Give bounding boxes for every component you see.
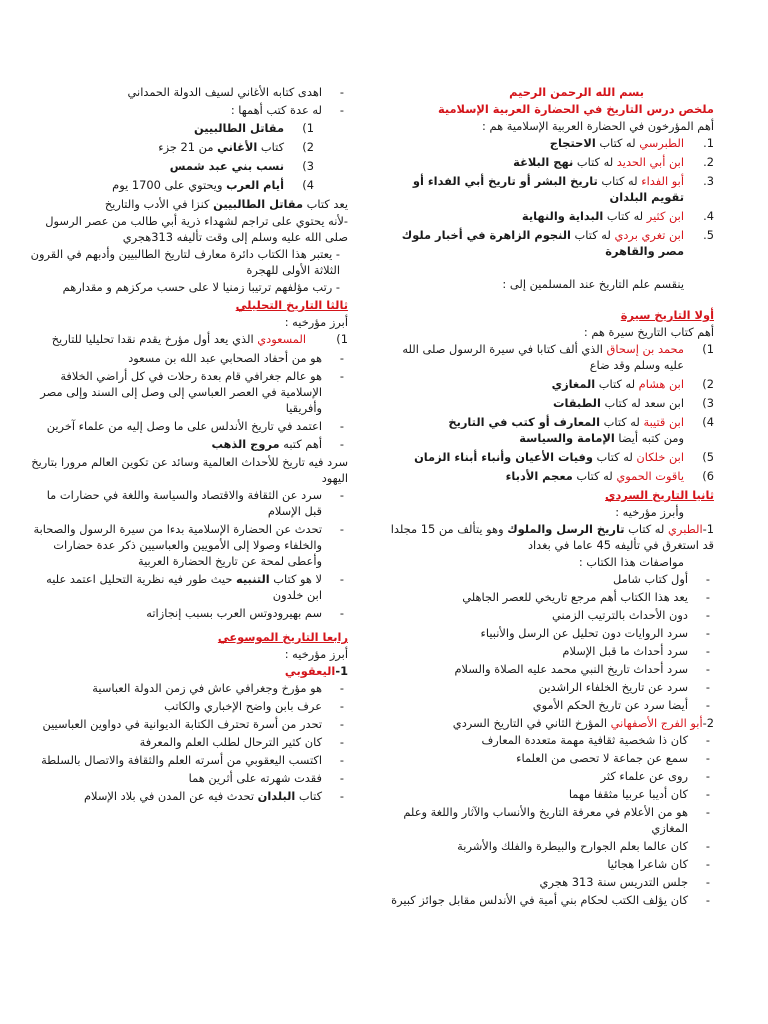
masudi-list <box>28 350 348 452</box>
list-item: 3. أبو الفداء له كتاب تاريخ البشر أو تاريخ أبي الفداء أو تقويم البلدان <box>412 174 714 204</box>
list-item: - سمع عن جماعة لا تحصى من العلماء <box>384 750 714 766</box>
list-item: - هو عالم جغرافي قام بعدة رحلات في كل أراضي الخلافة الإسلامية في العصر العباسي إلى وصل إلى السند وإلى مصر وأفريقيا <box>28 368 348 416</box>
intro-list <box>28 84 348 118</box>
list-item: - هو مؤرخ وجغرافي عاش في زمن الدولة العباسية <box>28 680 348 696</box>
masudi-list-2 <box>28 487 348 621</box>
list-item: - سرد عن الثقافة والاقتصاد والسياسة واللغة في حضارات ما قبل الإسلام <box>28 487 348 519</box>
books-list <box>28 120 348 193</box>
list-item: - أيضا سرد عن تاريخ الحكم الأموي <box>384 697 714 713</box>
sira-list <box>384 341 714 484</box>
list-item: - تحدر من أسرة تحترف الكتابة الديوانية في دواوين العباسيين <box>28 716 348 732</box>
document-title: ملخص درس التاريخ في الحضارة العربية الإسلامية <box>437 102 714 116</box>
list-item: - كتاب البلدان تحدث فيه عن المدن في بلاد الإسلام <box>28 788 348 804</box>
left-column <box>28 84 348 806</box>
list-item: 3) ابن سعد له كتاب الطبقات <box>553 396 714 410</box>
section-title-narrative: ثانيا التاريخ السردي <box>605 488 714 502</box>
list-item: - أول كتاب شامل <box>384 571 714 587</box>
list-item: 6) ياقوت الحموي له كتاب معجم الأدباء <box>505 469 714 483</box>
list-item: 4. ابن كثير له كتاب البداية والنهاية <box>521 209 714 223</box>
list-item: - لا هو كتاب التنبيه حيث طور فيه نظرية التحليل اعتمد عليه ابن خلدون <box>28 571 348 603</box>
isfahani-paragraph: 2-أبو الفرج الأصفهاني المؤرخ الثاني في التاريخ السردي <box>452 716 714 730</box>
right-column <box>384 84 714 910</box>
list-item: 5) ابن خلكان له كتاب وفيات الأعيان وأنباء أبناء الزمان <box>414 450 714 464</box>
list-item: - سرد أحداث ما قبل الإسلام <box>384 643 714 659</box>
list-item: 2) كتاب الأغاني من 21 جزء <box>158 140 314 154</box>
list-item: - يعد هذا الكتاب أهم مرجع تاريخي للعصر الجاهلي <box>384 589 714 605</box>
list-item: 3) نسب بني عبد شمس <box>169 159 314 173</box>
masudi-paragraph: 1) المسعودي الذي يعد أول مؤرخ يقدم نقدا تحليليا للتاريخ <box>51 332 348 346</box>
section-intro: أبرز مؤرخيه : <box>284 647 348 661</box>
list-item: 1) محمد بن إسحاق الذي ألف كتابا في سيرة الرسول صلى الله عليه وسلم وقد ضاع <box>402 342 714 372</box>
list-item: - سرد أحداث تاريخ النبي محمد عليه الصلاة والسلام <box>384 661 714 677</box>
list-item: - تحدث عن الحضارة الإسلامية بدءا من سيرة الرسول والصحابة والخلفاء وصولا إلى الأمويين والعباسيين ذكر عدة حضارات وأعطى لمحة عن تاريخ الحضارة العربية <box>28 521 348 569</box>
list-item: 1. الطبرسي له كتاب الاحتجاج <box>549 136 714 150</box>
list-item: - فقدت شهرته على أثرين هما <box>28 770 348 786</box>
list-item: 2. ابن أبي الحديد له كتاب نهج البلاغة <box>513 155 714 169</box>
historians-list <box>384 135 714 259</box>
list-item: 4) أيام العرب ويحتوي على 1700 يوم <box>112 178 314 192</box>
list-item: - اعتمد في تاريخ الأندلس على ما وصل إليه من علماء آخرين <box>28 418 348 434</box>
features-list <box>384 571 714 713</box>
list-item: - عرف بابن واضح الإخباري والكاتب <box>28 698 348 714</box>
list-item: - سرد الروايات دون تحليل عن الرسل والأنبياء <box>384 625 714 641</box>
list-item: - كان كثير الترحال لطلب العلم والمعرفة <box>28 734 348 750</box>
list-item: 4) ابن قتيبة له كتاب المعارف أو كتب في التاريخ ومن كتبه أيضا الإمامة والسياسة <box>448 415 714 445</box>
muruj-description: سرد فيه تاريخ للأحداث العالمية وسائد عن تكوين العالم مرورا بتاريخ اليهود <box>31 455 348 485</box>
list-item: - كان أديبا عربيا مثقفا مهما <box>384 786 714 802</box>
list-item: 2) ابن هشام له كتاب المغازي <box>551 377 714 391</box>
list-item: - كان شاعرا هجائيا <box>384 856 714 872</box>
intro-text: أهم المؤرخون في الحضارة العربية الإسلامية هم : <box>482 119 714 133</box>
divides-text: ينقسم علم التاريخ عند المسلمين إلى : <box>502 277 684 291</box>
list-item: - كان ذا شخصية ثقافية مهمة متعددة المعارف <box>384 732 714 748</box>
yaqubi-list <box>28 680 348 804</box>
section-title-sira: أولا التاريخ سيرة <box>620 308 714 322</box>
list-item: 5. ابن تغري بردي له كتاب النجوم الزاهرة في أخبار ملوك مصر والقاهرة <box>401 228 714 258</box>
list-item: - جلس التدريس سنة 313 هجري <box>384 874 714 890</box>
section-intro: أهم كتاب التاريخ سيرة هم : <box>583 325 714 339</box>
list-item: - اهدى كتابه الأغاني لسيف الدولة الحمداني <box>28 84 348 100</box>
yaqubi-heading: 1-اليعقوبي <box>284 664 348 678</box>
tabari-paragraph: 1-الطبري له كتاب تاريخ الرسل والملوك وهو يتألف من 15 مجلدا قد استغرق في تأليفه 45 عاما في بغداد <box>390 522 714 552</box>
list-item: - اكتسب اليعقوبي من أسرته العلم والثقافة والاتصال بالسلطة <box>28 752 348 768</box>
list-item: - هو من أحفاد الصحابي عبد الله بن مسعود <box>28 350 348 366</box>
maqatil-line: - رتب مؤلفهم ترتيبا زمنيا لا على حسب مركزهم و مقدارهم <box>62 280 340 294</box>
basmala: بسم الله الرحمن الرحيم <box>509 85 644 99</box>
section-title-analytical: ثالثا التاريخ التحليلي <box>235 298 348 312</box>
isfahani-list <box>384 732 714 908</box>
list-item: - سرد عن تاريخ الخلفاء الراشدين <box>384 679 714 695</box>
features-label: مواصفات هذا الكتاب : <box>578 555 684 569</box>
maqatil-line: -لأنه يحتوي على تراجم لشهداء ذرية أبي طالب من عصر الرسول صلى الله عليه وسلم إلى وقت تأليفه 313هجري <box>45 214 348 244</box>
list-item: - دون الأحداث بالترتيب الزمني <box>384 607 714 623</box>
maqatil-paragraph: يعد كتاب مقاتل الطالبيين كنزا في الأدب والتاريخ <box>104 197 348 211</box>
list-item: - كان يؤلف الكتب لحكام بني أمية في الأندلس مقابل جوائز كبيرة <box>384 892 714 908</box>
list-item: - له عدة كتب أهمها : <box>28 102 348 118</box>
list-item: - روى عن علماء كثر <box>384 768 714 784</box>
list-item: - سم بهيرودوتس العرب بسبب إنجازاته <box>28 605 348 621</box>
section-intro: أبرز مؤرخيه : <box>284 315 348 329</box>
section-title-encyclopedic: رابعا التاريخ الموسوعي <box>217 630 348 644</box>
list-item: - هو من الأعلام في معرفة التاريخ والأنساب والآثار واللغة وعلم المغازي <box>384 804 714 836</box>
list-item: - كان عالما بعلم الجوارح والبيطرة والفلك والأشربة <box>384 838 714 854</box>
list-item: - أهم كتبه مروج الذهب <box>28 436 348 452</box>
maqatil-line: - يعتبر هذا الكتاب دائرة معارف لتاريخ الطالبيين وأدبهم في القرون الثلاثة الأولى للهجرة <box>30 247 340 277</box>
section-intro: وأبرز مؤرخيه : <box>615 505 684 519</box>
list-item: 1) مقاتل الطالبيين <box>194 121 314 135</box>
